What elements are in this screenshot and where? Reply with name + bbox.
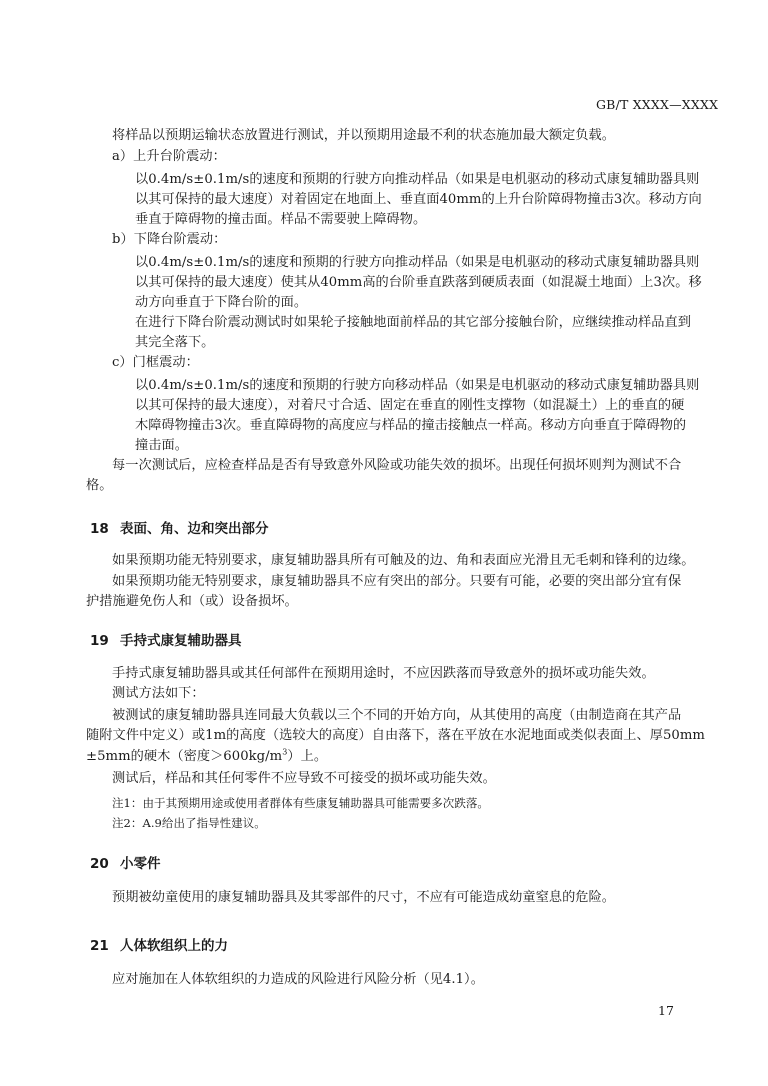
standard-code: GB/T XXXX—XXXX <box>596 97 719 112</box>
note-2: 注2：A.9给出了指导性建议。 <box>112 816 266 830</box>
section-19-paragraph: 测试后，样品和其任何零件不应导致不可接受的损坏或功能失效。 <box>112 771 496 786</box>
item-b-line: 以0.4m/s±0.1m/s的速度和预期的行驶方向推动样品（如果是电机驱动的移动式康复辅助器具则 <box>135 255 700 270</box>
section-title: 手持式康复辅助器具 <box>120 633 242 649</box>
item-b-line: 在进行下降台阶震动测试时如果轮子接触地面前样品的其它部分接触台阶，应继续推动样品直到 <box>135 315 691 330</box>
section-18-heading <box>90 517 269 537</box>
section-19-paragraph: 被测试的康复辅助器具连同最大负载以三个不同的开始方向，从其使用的高度（由制造商在其产品 <box>112 708 682 723</box>
item-c-label: c）门框震动： <box>112 355 199 370</box>
item-b-line: 其完全落下。 <box>135 335 215 350</box>
section-18-line: 如果预期功能无特别要求，康复辅助器具不应有突出的部分。只要有可能，必要的突出部分宜有保 <box>112 574 682 589</box>
section-19-paragraph: 测试方法如下： <box>112 686 205 701</box>
section-19-paragraph: 随附文件中定义）或1m的高度（选较大的高度）自由落下，落在平放在水泥地面或类似表面上、厚50mm <box>86 728 705 743</box>
section-number: 19 <box>90 633 109 649</box>
item-a-line: 垂直于障碍物的撞击面。样品不需要驶上障碍物。 <box>135 212 427 227</box>
item-b-line: 动方向垂直于下降台阶的面。 <box>135 295 308 310</box>
section-number: 18 <box>90 521 109 537</box>
superscript: 3 <box>282 747 288 757</box>
density-text: ±5mm的硬木（密度＞600kg/m <box>86 749 283 764</box>
section-title: 小零件 <box>120 856 161 872</box>
item-c-line: 木障碍物撞击3次。垂直障碍物的高度应与样品的撞击接触点一样高。移动方向垂直于障碍物的 <box>135 418 687 433</box>
item-a-line: 以0.4m/s±0.1m/s的速度和预期的行驶方向推动样品（如果是电机驱动的移动式康复辅助器具则 <box>135 172 700 187</box>
conclusion-line: 每一次测试后，应检查样品是否有导致意外风险或功能失效的损坏。出现任何损坏则判为测试不合 <box>112 458 682 473</box>
item-b-label: b）下降台阶震动： <box>112 232 227 247</box>
item-b-line: 以其可保持的最大速度）使其从40mm高的台阶垂直跌落到硬质表面（如混凝土地面）上3次。移 <box>135 275 702 290</box>
section-19-paragraph: 手持式康复辅助器具或其任何部件在预期用途时，不应因跌落而导致意外的损坏或功能失效。 <box>112 666 655 681</box>
note-1: 注1：由于其预期用途或使用者群体有些康复辅助器具可能需要多次跌落。 <box>112 796 489 810</box>
section-20-heading <box>90 852 161 872</box>
section-21-heading <box>90 934 228 954</box>
section-title: 表面、角、边和突出部分 <box>120 521 269 537</box>
item-a-line: 以其可保持的最大速度）对着固定在地面上、垂直面40mm的上升台阶障碍物撞击3次。移动方向 <box>135 192 702 207</box>
section-19-paragraph <box>86 747 327 767</box>
item-c-line: 以0.4m/s±0.1m/s的速度和预期的行驶方向移动样品（如果是电机驱动的移动式康复辅助器具则 <box>135 378 700 393</box>
section-title: 人体软组织上的力 <box>120 938 228 954</box>
section-18-line: 护措施避免伤人和（或）设备损坏。 <box>86 594 298 609</box>
conclusion-line: 格。 <box>86 478 113 493</box>
item-c-line: 撞击面。 <box>135 438 188 453</box>
section-18-line: 如果预期功能无特别要求，康复辅助器具所有可触及的边、角和表面应光滑且无毛刺和锋利的边缘。 <box>112 553 695 568</box>
item-a-label: a）上升台阶震动： <box>112 149 226 164</box>
section-20-text: 预期被幼童使用的康复辅助器具及其零部件的尺寸，不应有可能造成幼童窒息的危险。 <box>112 890 616 905</box>
section-17-intro: 将样品以预期运输状态放置进行测试，并以预期用途最不利的状态施加最大额定负载。 <box>112 128 616 143</box>
section-number: 20 <box>90 856 109 872</box>
page-number: 17 <box>658 1003 674 1018</box>
density-text-end: ）上。 <box>287 749 328 764</box>
section-21-text: 应对施加在人体软组织的力造成的风险进行风险分析（见4.1）。 <box>112 972 484 987</box>
item-c-line: 以其可保持的最大速度），对着尺寸合适、固定在垂直的刚性支撑物（如混凝土）上的垂直的硬 <box>135 398 685 413</box>
section-number: 21 <box>90 938 109 954</box>
section-19-heading <box>90 629 242 649</box>
